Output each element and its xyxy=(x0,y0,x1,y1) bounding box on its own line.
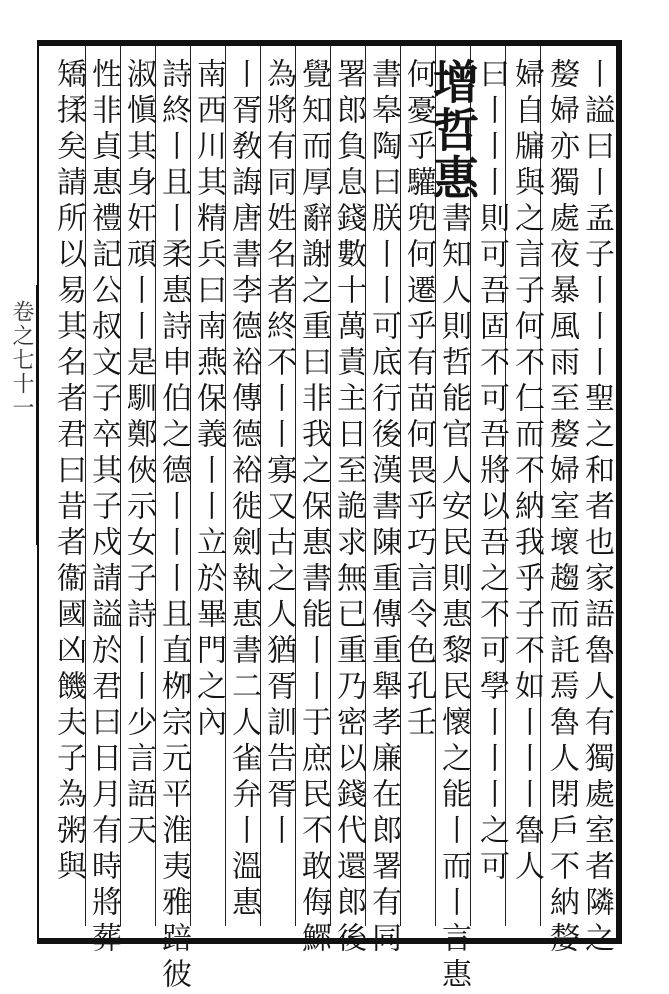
entry-head: 增哲惠 xyxy=(426,58,480,202)
column-text: 丨謚曰丨孟子丨丨丨聖之和者也家語魯人有獨處室者隣之 xyxy=(579,58,614,958)
text-column xyxy=(578,58,614,958)
column-text: 矯揉矣請所以易其名者君曰昔者衞國凶饑夫子為粥與 xyxy=(51,58,86,886)
text-column xyxy=(295,58,331,958)
text-column xyxy=(365,58,401,958)
column-text: 曰丨丨丨則可吾固不可吾將以吾之不可學丨丨丨之可 xyxy=(474,58,509,886)
column-text: 覺知而厚辭謝之重曰非我之保惠書能丨丨于庶民不敢侮鰥 xyxy=(296,58,331,958)
column-text: 書知人則哲能官人安民則惠黎民懷之能丨而丨言惠 xyxy=(436,202,471,994)
column-text: 為將有同姓名者終不丨丨寡又古之人猶胥訓告胥丨 xyxy=(261,58,296,850)
text-column xyxy=(508,58,544,886)
text-column xyxy=(120,58,156,850)
text-column xyxy=(260,58,296,850)
column-text: 何憂乎驩兜何遷乎有苗何畏乎巧言令色孔壬 xyxy=(401,58,436,742)
column-text: 署郎負息錢數十萬責主日至詭求無已重乃密以錢代還郎後 xyxy=(331,58,366,958)
text-column xyxy=(50,58,86,886)
text-column xyxy=(155,58,191,994)
column-text: 淑愼其身奸頑丨丨是馴鄭俠示女子詩丨丨少言語天 xyxy=(121,58,156,850)
text-column xyxy=(85,58,121,958)
text-column xyxy=(330,58,366,958)
column-text: 嫠婦亦獨處夜暴風雨至嫠婦室壞趨而託焉魯人閉戶不納嫠 xyxy=(544,58,579,958)
column-text: 南西川其精兵曰南燕保義丨丨立於畢門之內 xyxy=(191,58,226,742)
column-text: 婦自牖與之言子何不仁而不納我乎子不如丨丨丨魯人 xyxy=(509,58,544,886)
column-text: 丨胥敎誨唐書李德裕傳德裕徙劍執惠書二人雀弁丨溫惠 xyxy=(226,58,261,922)
column-text: 書皋陶曰朕丨丨可底行後漢書陳重傳重舉孝廉在郎署有同 xyxy=(366,58,401,958)
text-column xyxy=(543,58,579,958)
text-column xyxy=(190,58,226,742)
text-column xyxy=(426,58,480,994)
column-text: 性非貞惠禮記公叔文子卒其子戍請謚於君曰日月有時將葬 xyxy=(86,58,121,958)
text-column xyxy=(400,58,436,742)
gutter-mark: 卷之七十一 xyxy=(9,300,34,420)
text-column xyxy=(225,58,261,922)
column-text: 詩終丨且丨柔惠詩申伯之德丨丨丨且直栁宗元平淮夷雅踣彼 xyxy=(156,58,191,994)
